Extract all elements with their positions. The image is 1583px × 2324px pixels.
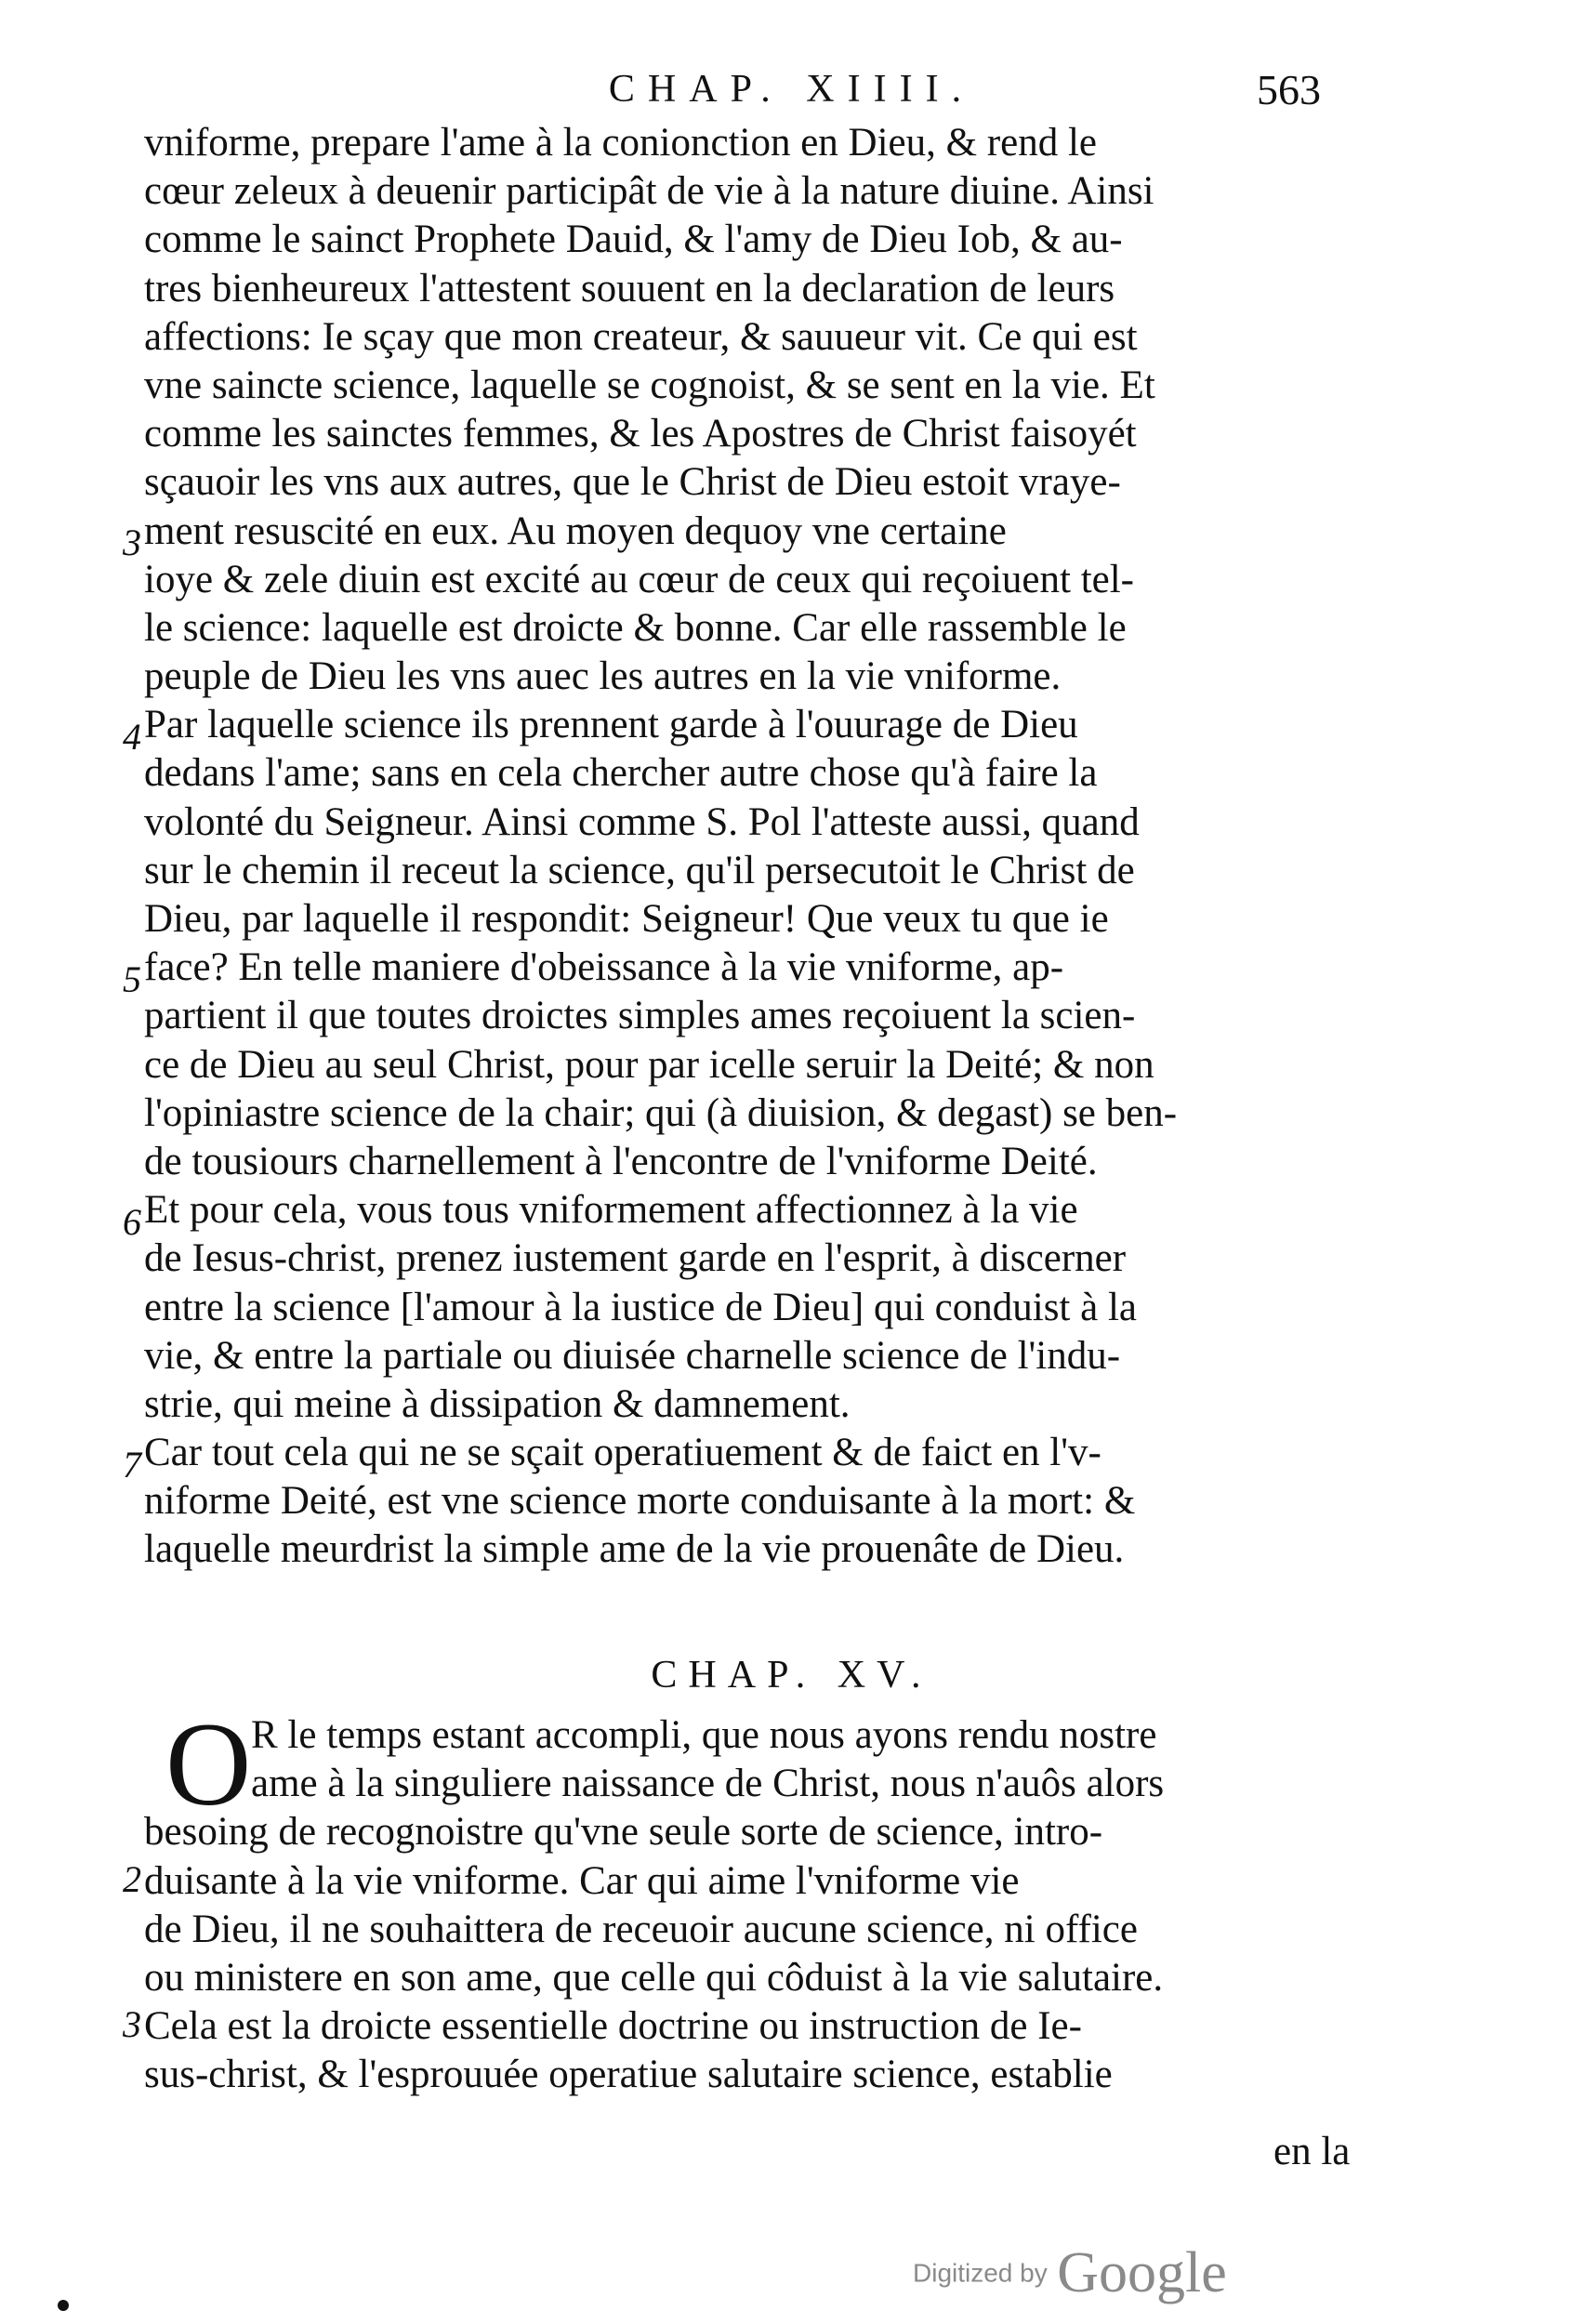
text-line: volonté du Seigneur. Ainsi comme S. Pol l'atteste aussi, quand xyxy=(144,799,1140,844)
text-line: peuple de Dieu les vns auec les autres en la vie vniforme. xyxy=(144,654,1062,699)
text-line: affections: Ie sçay que mon createur, & sauueur vit. Ce qui est xyxy=(144,314,1138,359)
verse-number-3-ch15: 3 xyxy=(123,2003,141,2045)
text-line: cœur zeleux à deuenir participât de vie à la nature diuine. Ainsi xyxy=(144,169,1154,214)
text-line: partient il que toutes droictes simples ames reçoiuent la scien- xyxy=(144,994,1136,1038)
running-head: CHAP. XIIII. xyxy=(608,68,975,111)
text-line: Et pour cela, vous tous vniformement affectionnez à la vie xyxy=(144,1188,1078,1233)
verse-number-4: 4 xyxy=(123,716,141,758)
text-line: le science: laquelle est droicte & bonne. Car elle rassemble le xyxy=(144,605,1127,650)
text-line: ce de Dieu au seul Christ, pour par icelle seruir la Deité; & non xyxy=(144,1042,1154,1087)
text-line: face? En telle maniere d'obeissance à la vie vniforme, ap- xyxy=(144,945,1064,990)
chapter-14-text xyxy=(144,119,1352,1575)
text-line: sçauoir les vns aux autres, que le Christ de Dieu estoit vraye- xyxy=(144,460,1121,505)
text-line: Car tout cela qui ne se sçait operatiuement & de faict en l'v- xyxy=(144,1431,1102,1475)
drop-cap: O xyxy=(165,1698,252,1830)
text-line: l'opiniastre science de la chair; qui (à diuision, & degast) se ben- xyxy=(144,1090,1178,1135)
verse-number-6: 6 xyxy=(123,1201,141,1243)
google-logo: Google xyxy=(1057,2241,1227,2304)
text-line: Dieu, par laquelle il respondit: Seigneur! Que veux tu que ie xyxy=(144,897,1109,941)
chapter-15-text xyxy=(144,1698,1352,2100)
text-line: comme les sainctes femmes, & les Apostres de Christ faisoyét xyxy=(144,412,1137,456)
text-line: strie, qui meine à dissipation & damnement. xyxy=(144,1381,851,1426)
verse-number-7: 7 xyxy=(123,1444,141,1486)
text-line: duisante à la vie vniforme. Car qui aime l'vniforme vie xyxy=(144,1858,1020,1903)
text-line: ame à la singuliere naissance de Christ, nous n'auôs alors xyxy=(251,1762,1165,1806)
text-line: ioye & zele diuin est excité au cœur de ceux qui reçoiuent tel- xyxy=(144,557,1135,601)
page-number: 563 xyxy=(1257,66,1321,113)
verse-number-3: 3 xyxy=(123,522,141,563)
text-line: de tousiours charnellement à l'encontre de l'vniforme Deité. xyxy=(144,1139,1098,1183)
watermark-prefix: Digitized by xyxy=(913,2258,1048,2288)
verse-number-5: 5 xyxy=(123,958,141,1000)
text-line: ment resuscité en eux. Au moyen dequoy vne certaine xyxy=(144,508,1007,553)
verse-number-2: 2 xyxy=(123,1858,141,1900)
text-line: entre la science [l'amour à la iustice de Dieu] qui conduist à la xyxy=(144,1285,1137,1329)
text-line: tres bienheureux l'attestent souuent en la declaration de leurs xyxy=(144,266,1115,310)
text-line: vie, & entre la partiale ou diuisée charnelle science de l'indu- xyxy=(144,1333,1121,1378)
text-line: dedans l'ame; sans en cela chercher autre chose qu'à faire la xyxy=(144,751,1098,796)
catchword: en la xyxy=(1273,2130,1351,2173)
text-line: niforme Deité, est vne science morte conduisante à la mort: & xyxy=(144,1479,1136,1524)
chapter-heading: CHAP. XV. xyxy=(651,1654,932,1697)
text-line: vniforme, prepare l'ame à la conionction en Dieu, & rend le xyxy=(144,121,1098,165)
text-line: R le temps estant accompli, que nous ayons rendu nostre xyxy=(251,1713,1157,1757)
text-line: sus-christ, & l'esprouuée operatiue salutaire science, establie xyxy=(144,2053,1113,2097)
text-line: Par laquelle science ils prennent garde à l'ouurage de Dieu xyxy=(144,703,1078,747)
text-line: de Dieu, il ne souhaittera de receuoir aucune science, ni office xyxy=(144,1907,1138,1951)
text-line: besoing de recognoistre qu'vne seule sorte de science, intro- xyxy=(144,1810,1103,1855)
text-line: laquelle meurdrist la simple ame de la vie prouenâte de Dieu. xyxy=(144,1527,1125,1572)
text-line: sur le chemin il receut la science, qu'il persecutoit le Christ de xyxy=(144,848,1135,892)
text-line: vne saincte science, laquelle se cognoist, & se sent en la vie. Et xyxy=(144,363,1155,407)
digitized-watermark xyxy=(913,2240,1227,2306)
text-line: comme le sainct Prophete Dauid, & l'amy de Dieu Iob, & au- xyxy=(144,218,1123,262)
text-line: ou ministere en son ame, que celle qui côduist à la vie salutaire. xyxy=(144,1955,1164,2000)
ink-dot xyxy=(58,2300,69,2311)
text-line: de Iesus-christ, prenez iustement garde en l'esprit, à discerner xyxy=(144,1236,1127,1281)
text-line: Cela est la droicte essentielle doctrine ou instruction de Ie- xyxy=(144,2004,1082,2049)
